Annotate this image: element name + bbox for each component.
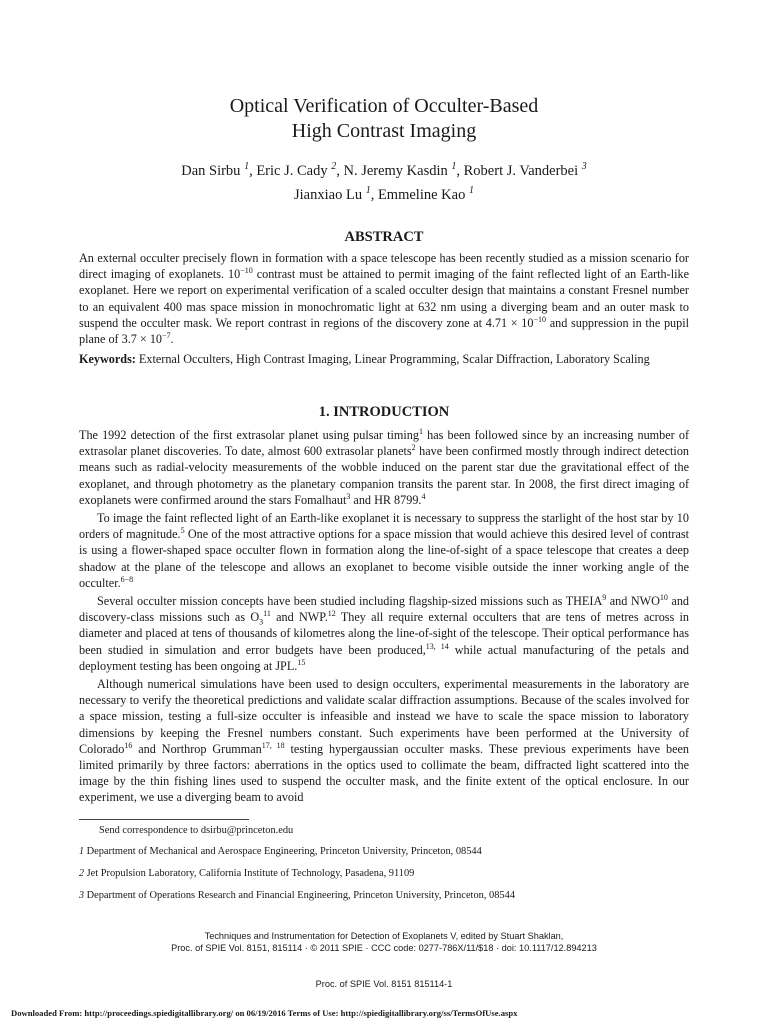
intro-text-part: Although numerical simulations have been used to design occulters, experimental measurements in the laboratory are necessary to verify the theoretical predictions and validate scalar diffraction assumptions. Because of the scales involved for a space mission, testing a full-size occulter is infeasible and instead we have to scale the space mission to laboratory dimensions by keeping the Fresnel numbers constant. Such experiments have been performed at the University of Colorado [79,677,689,756]
intro-text-part: Several occulter mission concepts have been studied including flagship-sized missions such as THEIA [97,594,603,609]
keywords [79,351,689,367]
download-terms-line: Downloaded From: http://proceedings.spiedigitallibrary.org/ on 06/19/2016 Terms of Use: http://spiedigitallibrary.org/ss/TermsOfUse.aspx [11,1008,518,1018]
intro-text-part: They all require external occulters that are tens of metres across in diameter and placed at tens of thousands of kilometres along the line-of-sight of the telescope. Their optical performance has been studied in simulation and error budgets have been produced, [79,610,690,657]
abstract-part: . [170,332,174,347]
author-separator: , [336,162,344,179]
proceedings-citation [79,930,689,954]
intro-paragraph-4 [79,676,689,806]
footnote-number: 1 [79,846,84,857]
abstract-exponent: −10 [240,266,253,276]
footnote-text: Department of Operations Research and Financial Engineering, Princeton University, Princeton, 08544 [86,890,516,901]
abstract-heading: ABSTRACT [344,229,424,245]
citation-ref: 2 [411,443,416,453]
citation-ref: 4 [421,491,426,501]
keywords-paragraph [79,351,689,367]
intro-text-part: and HR 8799. [353,492,422,507]
abstract-paragraph [79,250,689,347]
citation-ref: 9 [602,592,607,602]
author-name: Dan Sirbu [181,162,241,179]
subscript: 3 [259,617,264,627]
correspondence-footnote: Send correspondence to dsirbu@princeton.edu [99,825,294,836]
author-list [79,157,689,205]
abstract-part: 10 [228,267,241,282]
citation-ref: 15 [297,657,306,667]
author-line-2 [79,181,689,205]
introduction-heading: 1. INTRODUCTION [318,404,450,420]
author-separator: , [370,186,378,203]
citation-ref: 3 [346,491,351,501]
author-separator: , [456,162,464,179]
page-number: Proc. of SPIE Vol. 8151 815114-1 [315,979,453,989]
citation-ref: 11 [263,609,271,619]
introduction-text [79,427,689,806]
proceedings-line-1: Techniques and Instrumentation for Detection of Exoplanets V, edited by Stuart Shaklan, [204,931,564,941]
abstract-part: and suppression in the pupil plane of 3.7 × 10 [79,315,690,347]
intro-text-part: while actual manufacturing of the petals and deployment testing has been ongoing at JPL. [79,642,690,673]
title-line-1: Optical Verification of Occulter-Based [229,95,539,117]
citation-ref: 17, 18 [261,740,285,750]
keywords-list: External Occulters, High Contrast Imaging, Linear Programming, Scalar Diffraction, Laboratory Scaling [138,352,650,366]
footnote-number: 3 [79,890,84,901]
author-name: Jianxiao Lu [294,186,363,203]
author-line-1 [79,157,689,181]
intro-paragraph-1 [79,427,689,508]
abstract-text [79,250,689,347]
citation-ref: 5 [180,526,185,536]
footnote-text: Jet Propulsion Laboratory, California Institute of Technology, Pasadena, 91109 [86,868,415,879]
intro-text-part: has been followed since by an increasing number of extrasolar planet discoveries. To date, almost 600 extrasolar planets [79,428,690,459]
affiliation-footnote-3 [79,889,689,903]
proceedings-line-2: Proc. of SPIE Vol. 8151, 815114 · © 2011 SPIE · CCC code: 0277-786X/11/$18 · doi: 10.1117/12.894213 [171,943,597,953]
author-affiliation-mark: 1 [468,184,474,196]
citation-ref: 13, 14 [425,641,449,651]
abstract-part: An external occulter precisely flown in formation with a space telescope has been recently studied as a mission scenario for direct imaging of exoplanets. [79,251,689,282]
author-affiliation-mark: 3 [581,161,587,172]
intro-paragraph-2 [79,510,689,591]
citation-ref: 6−8 [120,574,134,584]
author-name: Emmeline Kao [377,186,466,203]
abstract-part: contrast must be attained to permit imaging of the faint reflected light of an Earth-like exoplanet. Here we report on experimental verification of a scaled occulter design that maintains a constant Fresnel number to an equivalent 400 mas space mission in monochromatic light at 632 nm using a diverging beam and an outer mask to suspend the occulter mask. We report contrast in regions of the discovery zone at 4.71 × 10 [79,267,689,330]
author-separator: , [249,162,257,179]
citation-ref: 1 [418,426,423,436]
intro-text-part: have been confirmed mostly through indirect detection means such as radial-velocity measurements of the wobble induced on the parent star due the gravitational effect of the exoplanet, and through photometry as the planetary companion transits the parent star. In 2008, the first direct imaging of exoplanets were confirmed around the stars Fomalhaut [79,444,690,507]
title-line-2: High Contrast Imaging [291,120,477,142]
author-affiliation-mark: 1 [244,161,250,172]
intro-text-part: and NWO [609,594,660,609]
author-name: N. Jeremy Kasdin [343,162,448,179]
abstract-exponent: −10 [533,314,547,324]
citation-ref: 16 [124,740,133,750]
affiliation-footnote-2 [79,867,689,881]
intro-text-part: To image the faint reflected light of an Earth-like exoplanet it is necessary to suppress the starlight of the host star by 10 orders of magnitude. [79,511,689,542]
intro-text-part: and Northrop Grumman [138,741,262,756]
intro-text-part: and NWP. [276,610,328,625]
footnote-number: 2 [79,868,84,879]
intro-text-part: and discovery-class missions such as O [79,594,690,625]
citation-ref: 10 [659,592,668,602]
affiliation-footnote-1 [79,845,689,859]
footnote-divider [79,819,249,820]
intro-paragraph-3 [79,593,689,674]
intro-text-part: testing hypergaussian occulter masks. These previous experiments have been limited primarily by three factors: aberrations in the optics used to collimate the beam, diffracted light scattered into the image by the thin fishing lines used to suspend the occulter mask, and the finite extent of the optical enclosure. In our experiment, we use a diverging beam to avoid [79,741,689,805]
paper-title [79,94,689,144]
author-affiliation-mark: 1 [365,184,371,196]
intro-text-part: The 1992 detection of the first extrasolar planet using pulsar timing [79,428,419,442]
intro-text-part: One of the most attractive options for a space mission that would achieve this desired level of contrast is using a flower-shaped space occulter flown in formation along the line-of-sight of a space telescope that creates a deep shadow at the plane of the telescope and allows an exoplanet to become visible outside the inner working angle of the occulter. [79,527,690,590]
keywords-label: Keywords: [79,352,136,366]
author-affiliation-mark: 1 [451,161,457,172]
abstract-exponent: −7 [162,330,171,340]
author-name: Eric J. Cady [256,162,328,179]
footnote-text: Department of Mechanical and Aerospace Engineering, Princeton University, Princeton, 08544 [86,846,482,857]
citation-ref: 12 [327,609,336,619]
author-name: Robert J. Vanderbei [463,162,579,179]
author-affiliation-mark: 2 [331,161,337,172]
